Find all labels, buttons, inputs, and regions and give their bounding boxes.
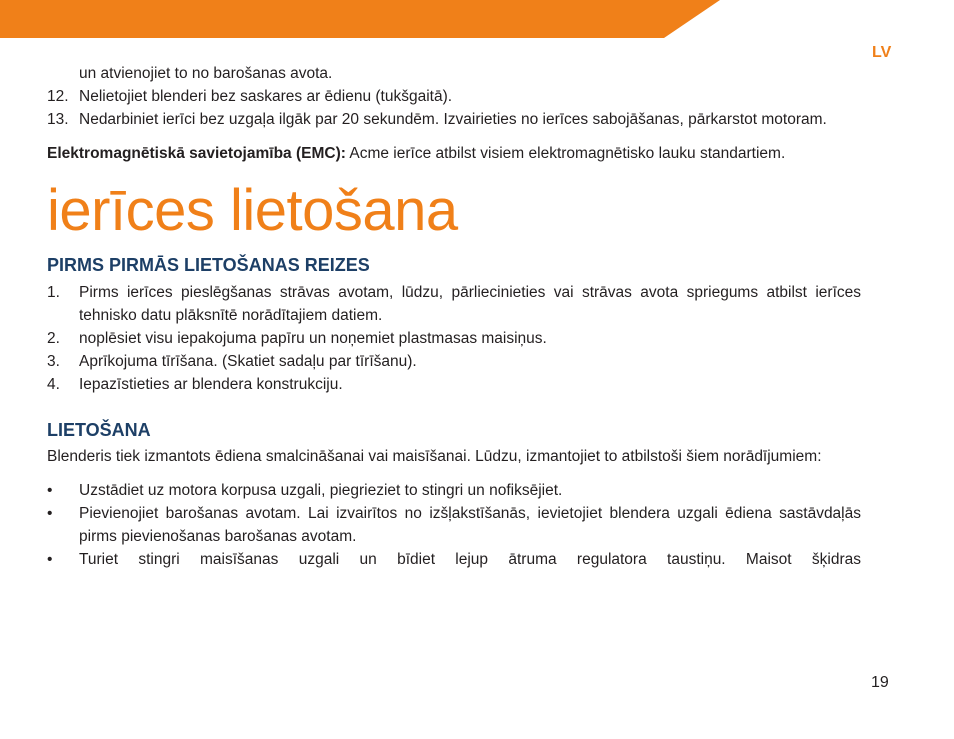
list-item — [47, 281, 861, 327]
list-text: Pirms ierīces pieslēgšanas strāvas avotam, lūdzu, pārliecinieties vai strāvas avota spriegums atbilst ierīces tehnisko datu plāksnītē norādītajiem datiem. — [79, 284, 861, 324]
list-item — [47, 327, 861, 350]
list-item — [47, 548, 861, 571]
section-heading-first-use: PIRMS PIRMĀS LIETOŠANAS REIZES — [47, 255, 370, 275]
page-content — [47, 62, 861, 571]
list-text: Uzstādiet uz motora korpusa uzgali, piegrieziet to stingri un nofiksējiet. — [79, 482, 563, 499]
list-item — [47, 108, 861, 131]
header-accent-bar — [0, 0, 720, 38]
list-number: 13. — [47, 111, 69, 128]
bullet-icon: • — [47, 551, 53, 568]
page-number: 19 — [871, 674, 889, 691]
list-number: 1. — [47, 284, 60, 301]
list-number: 12. — [47, 88, 69, 105]
list-text: Pievienojiet barošanas avotam. Lai izvairītos no izšļakstīšanās, ievietojiet blendera uzgali ēdiena sastāvdaļās pirms pievienošanas barošanas avotam. — [79, 505, 861, 545]
continued-line: un atvienojiet to no barošanas avota. — [79, 65, 333, 82]
bullet-icon: • — [47, 505, 53, 522]
list-item — [47, 350, 861, 373]
list-number: 2. — [47, 330, 60, 347]
list-number: 3. — [47, 353, 60, 370]
section-heading-usage: LIETOŠANA — [47, 420, 151, 440]
emc-paragraph — [47, 142, 861, 165]
list-item — [47, 502, 861, 548]
emc-text: Acme ierīce atbilst visiem elektromagnētisko lauku standartiem. — [345, 145, 786, 162]
bullet-icon: • — [47, 482, 53, 499]
list-text: Iepazīstieties ar blendera konstrukciju. — [79, 376, 343, 393]
usage-intro: Blenderis tiek izmantots ēdiena smalcināšanai vai maisīšanai. Lūdzu, izmantojiet to atbilstoši šiem norādījumiem: — [47, 448, 822, 465]
list-text: Nelietojiet blenderi bez saskares ar ēdienu (tukšgaitā). — [79, 88, 453, 105]
list-item — [47, 373, 861, 396]
list-number: 4. — [47, 376, 60, 393]
language-label: LV — [872, 44, 892, 61]
list-item — [47, 85, 861, 108]
list-text: Aprīkojuma tīrīšana. (Skatiet sadaļu par tīrīšanu). — [79, 353, 417, 370]
list-text: noplēsiet visu iepakojuma papīru un noņemiet plastmasas maisiņus. — [79, 330, 547, 347]
list-text: Turiet stingri maisīšanas uzgali un bīdiet lejup ātruma regulatora taustiņu. Maisot šķidras — [79, 551, 861, 568]
emc-label: Elektromagnētiskā savietojamība (EMC): — [47, 145, 346, 162]
bullet-list — [47, 479, 861, 571]
list-text: Nedarbiniet ierīci bez uzgaļa ilgāk par 20 sekundēm. Izvairieties no ierīces sabojāšanas, pārkarstot motoram. — [79, 111, 827, 128]
list-item — [47, 479, 861, 502]
page-title: ierīces lietošana — [47, 178, 458, 243]
